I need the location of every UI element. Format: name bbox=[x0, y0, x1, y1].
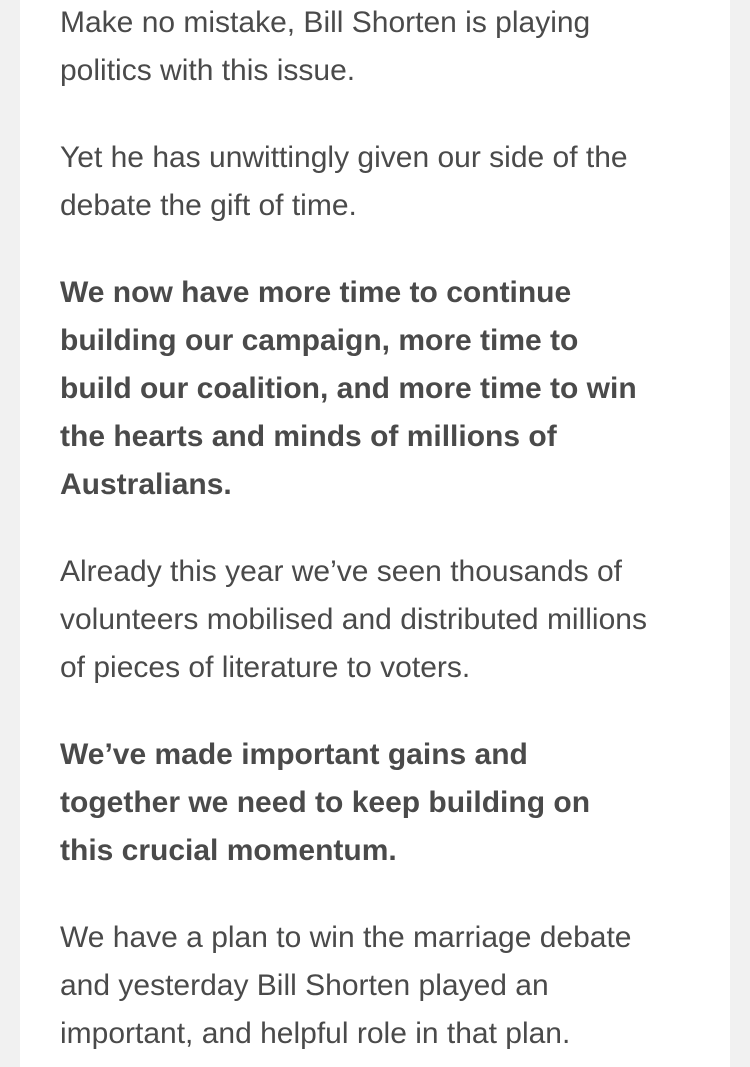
text-line: We have a plan to win the marriage debate bbox=[60, 921, 632, 954]
text-line: this crucial momentum. bbox=[60, 834, 397, 867]
text-line: building our campaign, more time to bbox=[60, 324, 579, 357]
paragraph-volunteers bbox=[60, 548, 710, 692]
email-content bbox=[60, 0, 710, 1058]
text-line: and yesterday Bill Shorten played an bbox=[60, 969, 549, 1002]
paragraph-politics bbox=[60, 0, 710, 95]
paragraph-plan bbox=[60, 914, 710, 1058]
text-line: the hearts and minds of millions of bbox=[60, 420, 557, 453]
text-line: build our coalition, and more time to win bbox=[60, 372, 637, 405]
text-line: of pieces of literature to voters. bbox=[60, 651, 471, 684]
text-line: politics with this issue. bbox=[60, 54, 356, 87]
text-line: important, and helpful role in that plan. bbox=[60, 1017, 571, 1050]
text-line: We’ve made important gains and bbox=[60, 738, 528, 771]
paragraph-gift-of-time bbox=[60, 134, 710, 230]
text-line: volunteers mobilised and distributed millions bbox=[60, 603, 647, 636]
text-line: We now have more time to continue bbox=[60, 276, 572, 309]
text-line: Australians. bbox=[60, 468, 232, 501]
text-line: Yet he has unwittingly given our side of the bbox=[60, 141, 628, 174]
paragraph-more-time-bold bbox=[60, 269, 710, 509]
text-line: Already this year we’ve seen thousands of bbox=[60, 555, 622, 588]
text-line: together we need to keep building on bbox=[60, 786, 591, 819]
text-line: Make no mistake, Bill Shorten is playing bbox=[60, 6, 591, 39]
text-line: debate the gift of time. bbox=[60, 189, 357, 222]
email-body-card bbox=[20, 0, 730, 1067]
paragraph-momentum-bold bbox=[60, 731, 710, 875]
